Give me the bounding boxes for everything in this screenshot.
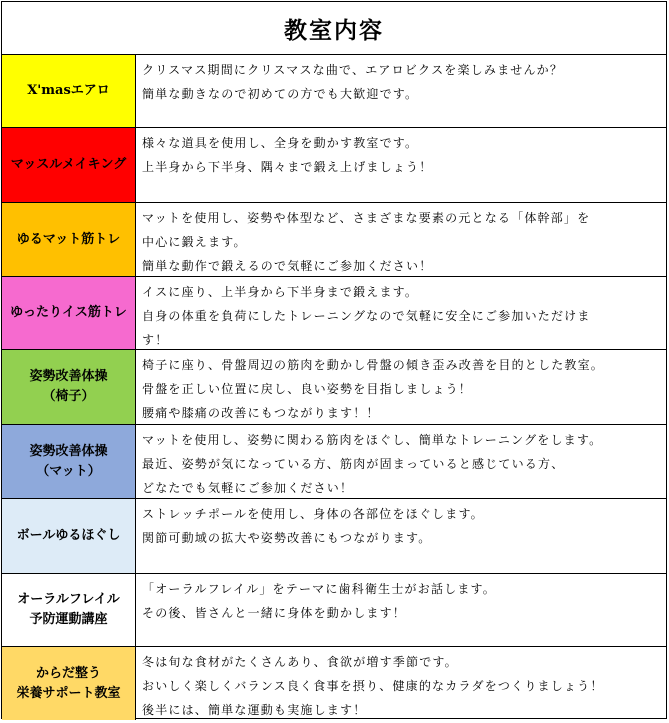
- table-title: 教室内容: [2, 2, 666, 55]
- class-name-cell: オーラルフレイル 予防運動講座: [2, 574, 136, 646]
- description-line: 上半身から下半身、隅々まで鍛え上げましょう！: [142, 160, 433, 174]
- description-line: 腰痛や膝痛の改善にもつながります！！: [142, 406, 380, 420]
- description-line: 中心に鍛えます。: [142, 235, 247, 249]
- class-rows: [2, 55, 666, 720]
- description-line: 様々な道具を使用し、全身を動かす教室です。: [142, 136, 419, 150]
- class-name-cell: ボールゆるほぐし: [2, 499, 136, 573]
- description-line: 「オーラルフレイル」をテーマに歯科衛生士がお話します。: [142, 582, 497, 596]
- table-row: [2, 203, 666, 277]
- class-description-cell: [136, 499, 666, 573]
- class-name-cell: 姿勢改善体操 （椅子）: [2, 350, 136, 424]
- description-line: 簡単な動作で鍛えるので気軽にご参加ください！: [142, 259, 433, 273]
- table-row: [2, 350, 666, 425]
- class-content-table: [1, 1, 667, 719]
- table-row: [2, 425, 666, 499]
- class-description-cell: [136, 128, 666, 202]
- table-row: [2, 574, 666, 647]
- table-row: [2, 55, 666, 128]
- table-row: [2, 128, 666, 203]
- class-name-cell: からだ整う 栄養サポート教室: [2, 647, 136, 720]
- table-row: [2, 647, 666, 720]
- description-line: おいしく楽しくバランス良く食事を摂り、健康的なカラダをつくりましょう！: [142, 679, 604, 693]
- description-line: マットを使用し、姿勢に関わる筋肉をほぐし、簡単なトレーニングをします。: [142, 433, 603, 447]
- class-description-cell: [136, 350, 666, 424]
- description-line: 関節可動域の拡大や姿勢改善にもつながります。: [142, 531, 432, 545]
- class-description-cell: [136, 55, 666, 127]
- class-name-cell: 姿勢改善体操 （マット）: [2, 425, 136, 498]
- description-line: クリスマス期間にクリスマスな曲で、エアロビクスを楽しみませんか？: [142, 63, 564, 77]
- description-line: す！: [142, 333, 169, 347]
- class-name-cell: ゆるマット筋トレ: [2, 203, 136, 276]
- description-line: 簡単な動きなので初めての方でも大歓迎です。: [142, 87, 419, 101]
- description-line: 骨盤を正しい位置に戻し、良い姿勢を目指しましょう！: [142, 382, 473, 396]
- class-name-cell: マッスルメイキング: [2, 128, 136, 202]
- class-name-cell: ゆったりイス筋トレ: [2, 277, 136, 349]
- description-line: 椅子に座り、骨盤周辺の筋肉を動かし骨盤の傾き歪み改善を目的とした教室。: [142, 358, 605, 372]
- description-line: 後半には、簡単な運動も実施します！: [142, 703, 367, 717]
- description-line: 最近、姿勢が気になっている方、筋肉が固まっていると感じている方、: [142, 457, 565, 471]
- description-line: ストレッチポールを使用し、身体の各部位をほぐします。: [142, 507, 484, 521]
- class-description-cell: [136, 647, 666, 720]
- class-name-cell: X'masエアロ: [2, 55, 136, 127]
- class-description-cell: [136, 425, 666, 498]
- class-description-cell: [136, 574, 666, 646]
- description-line: 自身の体重を負荷にしたトレーニングなので気軽に安全にご参加いただけま: [142, 309, 591, 323]
- description-line: マットを使用し、姿勢や体型など、さまざまな要素の元となる「体幹部」を: [142, 211, 591, 225]
- table-row: [2, 277, 666, 350]
- class-description-cell: [136, 203, 666, 276]
- description-line: イスに座り、上半身から下半身まで鍛えます。: [142, 285, 419, 299]
- class-description-cell: [136, 277, 666, 349]
- description-line: 冬は旬な食材がたくさんあり、食欲が増す季節です。: [142, 655, 458, 669]
- description-line: どなたでも気軽にご参加ください！: [142, 481, 354, 495]
- table-row: [2, 499, 666, 574]
- description-line: その後、皆さんと一緒に身体を動かします！: [142, 606, 407, 620]
